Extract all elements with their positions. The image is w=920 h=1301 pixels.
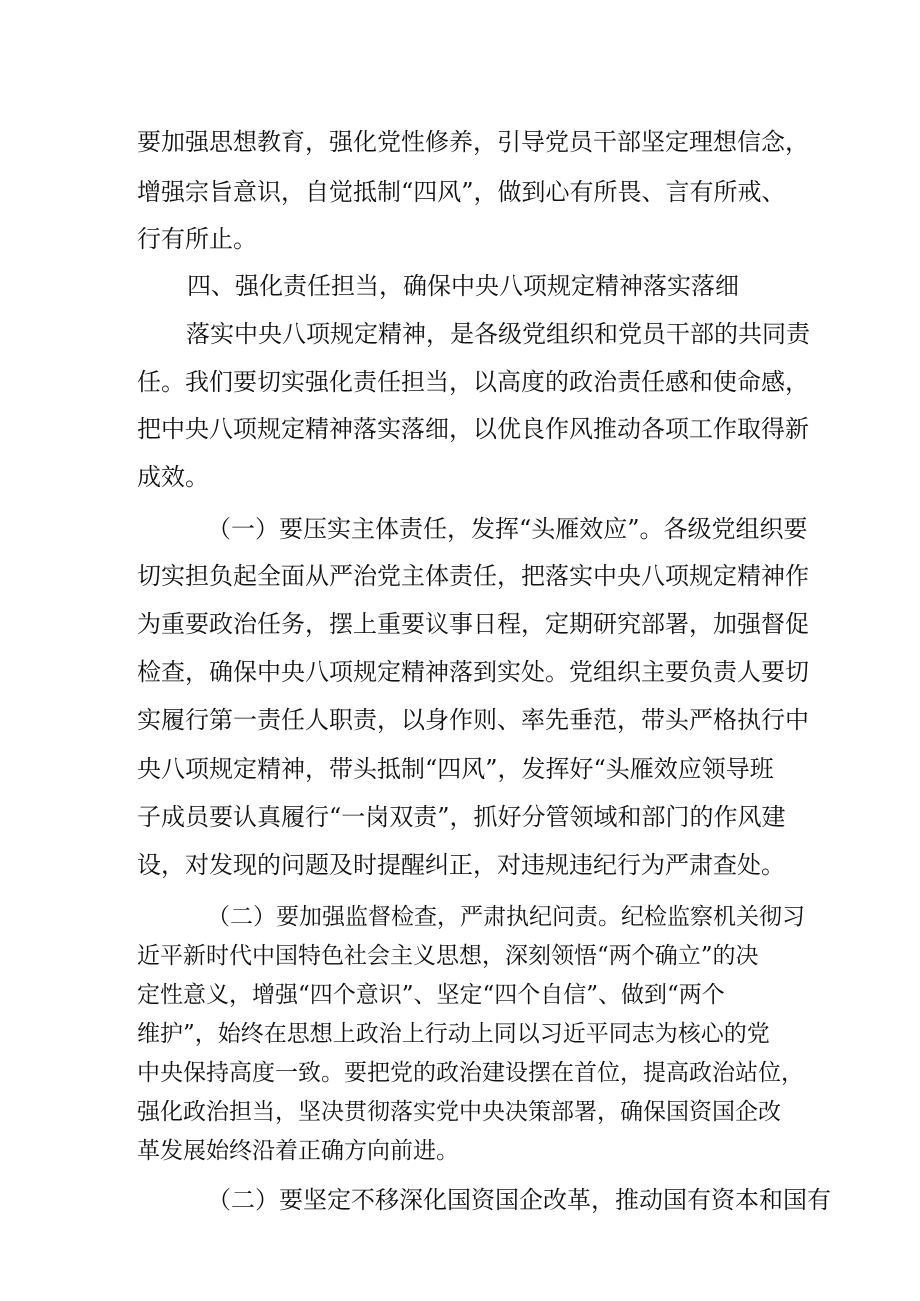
text-line: 任。我们要切实强化责任担当，以高度的政治责任感和使命感， (137, 368, 809, 396)
text-line: 定性意义，增强“四个意识”、坚定“四个自信”、做到“两个 (137, 982, 725, 1008)
text-line: 中央保持高度一致。要把党的政治建设摆在首位，提高政治站位， (137, 1060, 804, 1086)
text-line: （二）要加强监督检查，严肃执纪问责。纪检监察机关彻习 (207, 904, 805, 930)
text-line: 央八项规定精神，带头抵制“四风”，发挥好“头雁效应领导班 (137, 755, 774, 783)
text-line: 设，对发现的问题及时提醒纠正，对违规违纪行为严肃查处。 (137, 851, 785, 879)
text-line: 把中央八项规定精神落实落细，以优良作风推动各项工作取得新 (137, 415, 809, 443)
text-line: 切实担负起全面从严治党主体责任，把落实中央八项规定精神作 (137, 562, 809, 590)
text-line: 行有所止。 (137, 225, 257, 253)
text-line: 维护”，始终在思想上政治上行动上同以习近平同志为核心的党 (137, 1021, 770, 1047)
text-line: 近平新时代中国特色社会主义思想，深刻领悟“两个确立”的决 (137, 943, 759, 969)
text-line: 增强宗旨意识，自觉抵制“四风”，做到心有所畏、言有所戒、 (137, 178, 786, 206)
text-line: 要加强思想教育，强化党性修养，引导党员干部坚定理想信念， (137, 128, 809, 156)
text-line: 革发展始终沿着正确方向前进。 (137, 1138, 459, 1164)
text-line: 检查，确保中央八项规定精神落到实处。党组织主要负责人要切 (137, 658, 809, 686)
text-line: 为重要政治任务，摆上重要议事日程，定期研究部署，加强督促 (137, 610, 809, 638)
text-line: （二）要坚定不移深化国资国企改革，推动国有资本和国有 (207, 1186, 831, 1214)
text-line: （一）要压实主体责任，发挥“头雁效应”。各级党组织要 (207, 515, 808, 543)
text-line: 实履行第一责任人职责，以身作则、率先垂范，带头严格执行中 (137, 706, 809, 734)
text-line: 子成员要认真履行“一岗双责”，抓好分管领域和部门的作风建 (137, 803, 786, 831)
text-line: 成效。 (137, 463, 209, 491)
text-line: 落实中央八项规定精神，是各级党组织和党员干部的共同责 (186, 320, 810, 348)
section-heading-text: 四、强化责任担当，确保中央八项规定精神落实落细 (187, 272, 739, 300)
text-line: 强化政治担当，坚决贯彻落实党中央决策部署，确保国资国企改 (137, 1099, 781, 1125)
